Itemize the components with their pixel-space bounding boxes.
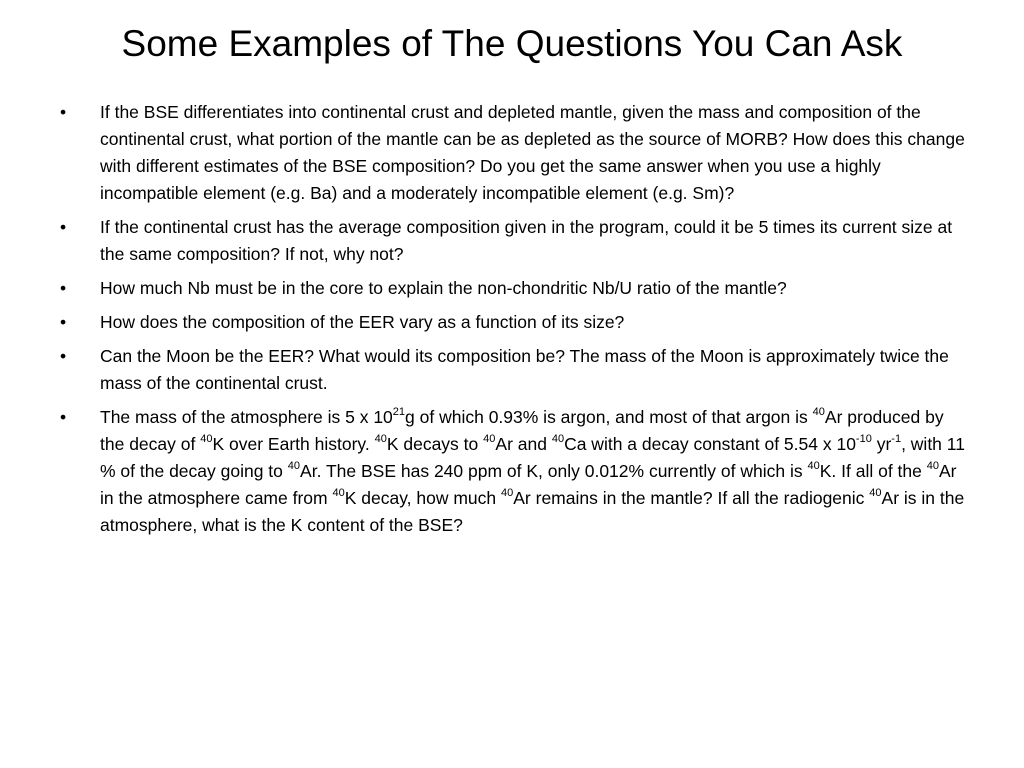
text-run: How does the composition of the EER vary as a function of its size? [100,312,625,332]
bullet-marker: • [60,312,67,332]
text-run: Ca with a decay constant of 5.54 x 10 [564,434,856,454]
superscript: -1 [891,433,902,446]
text-run: g of which 0.93% is argon, and most of that argon is [405,407,813,427]
bullet-item [60,214,970,268]
superscript: 40 [332,487,345,500]
bullet-marker: • [60,407,67,427]
text-run: Ar produced by the decay of [100,407,944,454]
bullet-marker: • [60,102,67,122]
superscript: 40 [869,487,882,500]
text-run: K. If all of the [819,461,927,481]
bullet-text [100,99,970,207]
bullet-list [60,99,970,546]
superscript: 21 [392,406,406,419]
text-run: Can the Moon be the EER? What would its composition be? The mass of the Moon is approximately twice the mass of the continental crust. [100,346,949,393]
text-run: If the continental crust has the average composition given in the program, could it be 5 times its current size at the same composition? If not, why not? [100,217,953,264]
text-run: The mass of the atmosphere is 5 x 10 [100,407,393,427]
text-run: Ar and [495,434,552,454]
slide-title: Some Examples of The Questions You Can Ask [121,23,903,64]
superscript: 40 [926,460,939,473]
text-run: K over Earth history. [212,434,375,454]
bullet-item [60,99,970,207]
text-run: yr [871,434,892,454]
bullet-marker: • [60,278,67,298]
bullet-text [100,404,970,539]
text-run: K decays to [386,434,484,454]
superscript: 40 [483,433,496,446]
bullet-item [60,275,970,302]
text-run: Ar in the atmosphere came from [100,461,957,508]
superscript: 40 [807,460,820,473]
text-run: , with 11 % of the decay going to [100,434,965,481]
superscript: 40 [812,406,825,419]
bullet-item [60,343,970,397]
superscript: 40 [501,487,514,500]
bullet-text [100,343,970,397]
text-run: Ar. The BSE has 240 ppm of K, only 0.012% currently of which is [300,461,808,481]
bullet-marker: • [60,346,67,366]
bullet-marker: • [60,217,67,237]
superscript: 40 [551,433,565,446]
text-run: Ar remains in the mantle? If all the radiogenic [513,488,870,508]
bullet-text [100,214,970,268]
text-run: If the BSE differentiates into continental crust and depleted mantle, given the mass and composition of the continental crust, what portion of the mantle can be as depleted as the source of MORB? How does this change with different estimates of the BSE composition? Do you get the same answer when you use a highly incompatible element (e.g. Ba) and a moderately incompatible element (e.g. Sm)? [100,102,965,203]
text-run: How much Nb must be in the core to explain the non-chondritic Nb/U ratio of the mantle? [100,278,787,298]
bullet-text [100,309,970,336]
superscript: 40 [374,433,387,446]
text-run: Ar is in the atmosphere, what is the K content of the BSE? [100,488,965,535]
text-run: K decay, how much [344,488,501,508]
bullet-item [60,309,970,336]
bullet-item [60,404,970,539]
superscript: -10 [855,433,872,446]
superscript: 40 [287,460,301,473]
superscript: 40 [200,433,213,446]
bullet-text [100,275,970,302]
